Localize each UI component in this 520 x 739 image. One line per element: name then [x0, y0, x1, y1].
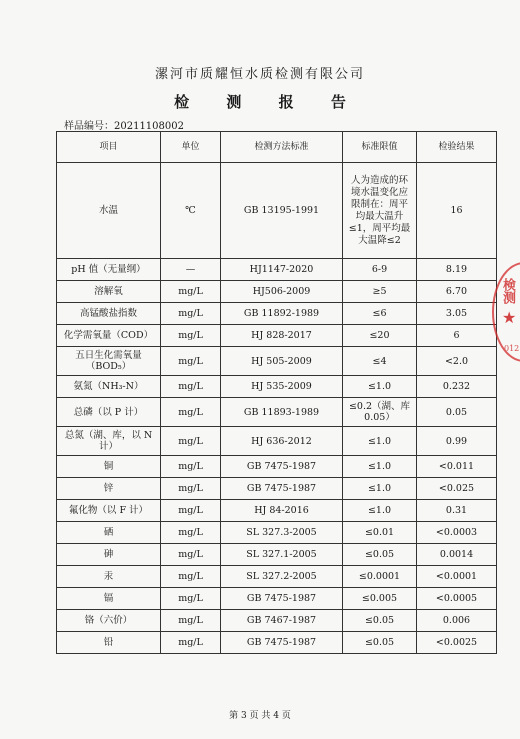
cell-method: SL 327.3-2005	[221, 522, 343, 544]
cell-unit: mg/L	[161, 522, 221, 544]
cell-limit: ≤20	[343, 325, 417, 347]
cell-item: 氟化物（以 F 计）	[57, 500, 161, 522]
table-row	[57, 522, 497, 544]
cell-unit: mg/L	[161, 325, 221, 347]
sample-number	[64, 117, 184, 132]
table-row	[57, 456, 497, 478]
table-header-row	[57, 132, 497, 163]
cell-result: 0.006	[417, 610, 497, 632]
cell-result: 6.70	[417, 281, 497, 303]
cell-limit: ≤0.01	[343, 522, 417, 544]
cell-limit: ≤1.0	[343, 427, 417, 456]
cell-item: 总氮（湖、库，以 N 计）	[57, 427, 161, 456]
cell-item: 铅	[57, 632, 161, 654]
cell-unit: mg/L	[161, 398, 221, 427]
cell-unit: mg/L	[161, 303, 221, 325]
sample-label: 样品编号：	[64, 121, 114, 132]
cell-result: 0.05	[417, 398, 497, 427]
cell-result: <0.025	[417, 478, 497, 500]
cell-item: 水温	[57, 163, 161, 259]
table-row	[57, 588, 497, 610]
cell-unit: mg/L	[161, 427, 221, 456]
cell-result: 0.31	[417, 500, 497, 522]
cell-method: HJ 535-2009	[221, 376, 343, 398]
cell-unit: mg/L	[161, 500, 221, 522]
cell-result: <2.0	[417, 347, 497, 376]
cell-result: 3.05	[417, 303, 497, 325]
cell-limit: ≤0.005	[343, 588, 417, 610]
stamp-text: 検测	[500, 278, 515, 304]
cell-limit: ≤0.2（湖、库0.05）	[343, 398, 417, 427]
cell-item: 砷	[57, 544, 161, 566]
table-row	[57, 398, 497, 427]
report-title: 检 测 报 告	[174, 93, 362, 111]
cell-item: 高锰酸盐指数	[57, 303, 161, 325]
cell-limit: ≥5	[343, 281, 417, 303]
cell-limit: ≤0.05	[343, 632, 417, 654]
cell-item: 总磷（以 P 计）	[57, 398, 161, 427]
cell-method: GB 7475-1987	[221, 632, 343, 654]
cell-limit: ≤1.0	[343, 376, 417, 398]
cell-item: 硒	[57, 522, 161, 544]
cell-item: 铜	[57, 456, 161, 478]
cell-limit: ≤0.0001	[343, 566, 417, 588]
cell-unit: mg/L	[161, 376, 221, 398]
cell-item: 锌	[57, 478, 161, 500]
col-header-item: 项目	[57, 132, 161, 163]
cell-result: 16	[417, 163, 497, 259]
sample-value: 20211108002	[114, 121, 184, 132]
cell-unit: mg/L	[161, 456, 221, 478]
cell-method: GB 7475-1987	[221, 478, 343, 500]
cell-limit: ≤1.0	[343, 456, 417, 478]
star-icon: ★	[502, 308, 517, 327]
cell-result: 0.99	[417, 427, 497, 456]
cell-item: 镉	[57, 588, 161, 610]
cell-item: pH 值（无量纲）	[57, 259, 161, 281]
cell-unit: mg/L	[161, 544, 221, 566]
stamp-number: 012	[504, 344, 520, 353]
cell-limit: 人为造成的环境水温变化应限制在：周平均最大温升≤1，周平均最大温降≤2	[343, 163, 417, 259]
cell-result: <0.0003	[417, 522, 497, 544]
table-row	[57, 544, 497, 566]
table-row	[57, 376, 497, 398]
cell-method: GB 7475-1987	[221, 456, 343, 478]
table-row	[57, 163, 497, 259]
col-header-result: 检验结果	[417, 132, 497, 163]
cell-method: HJ 828-2017	[221, 325, 343, 347]
table-row	[57, 632, 497, 654]
cell-unit: mg/L	[161, 347, 221, 376]
cell-method: HJ 505-2009	[221, 347, 343, 376]
company-name: 漯河市质耀恒水质检测有限公司	[154, 67, 365, 82]
cell-item: 溶解氧	[57, 281, 161, 303]
cell-unit: mg/L	[161, 281, 221, 303]
table-row	[57, 325, 497, 347]
results-table	[56, 131, 497, 654]
table-row	[57, 347, 497, 376]
cell-limit: ≤4	[343, 347, 417, 376]
cell-limit: ≤1.0	[343, 478, 417, 500]
cell-unit: mg/L	[161, 566, 221, 588]
cell-method: GB 11893-1989	[221, 398, 343, 427]
cell-result: <0.011	[417, 456, 497, 478]
col-header-unit: 单位	[161, 132, 221, 163]
cell-item: 氨氮（NH₃-N）	[57, 376, 161, 398]
cell-unit: mg/L	[161, 632, 221, 654]
cell-unit: —	[161, 259, 221, 281]
cell-result: <0.0005	[417, 588, 497, 610]
table-row	[57, 478, 497, 500]
cell-limit: ≤1.0	[343, 500, 417, 522]
cell-item: 汞	[57, 566, 161, 588]
cell-result: 8.19	[417, 259, 497, 281]
cell-method: SL 327.2-2005	[221, 566, 343, 588]
table-row	[57, 566, 497, 588]
cell-method: HJ 84-2016	[221, 500, 343, 522]
cell-method: GB 7467-1987	[221, 610, 343, 632]
cell-unit: mg/L	[161, 478, 221, 500]
table-row	[57, 427, 497, 456]
cell-unit: mg/L	[161, 610, 221, 632]
cell-method: GB 13195-1991	[221, 163, 343, 259]
col-header-limit: 标准限值	[343, 132, 417, 163]
cell-limit: 6-9	[343, 259, 417, 281]
cell-method: GB 7475-1987	[221, 588, 343, 610]
cell-method: SL 327.1-2005	[221, 544, 343, 566]
page-footer: 第 3 页 共 4 页	[229, 711, 291, 721]
table-row	[57, 610, 497, 632]
cell-unit: ℃	[161, 163, 221, 259]
table-row	[57, 500, 497, 522]
cell-method: HJ 636-2012	[221, 427, 343, 456]
cell-item: 铬（六价）	[57, 610, 161, 632]
cell-result: <0.0025	[417, 632, 497, 654]
cell-method: HJ506-2009	[221, 281, 343, 303]
cell-method: GB 11892-1989	[221, 303, 343, 325]
cell-result: 0.0014	[417, 544, 497, 566]
table-row	[57, 303, 497, 325]
cell-result: 0.232	[417, 376, 497, 398]
cell-result: 6	[417, 325, 497, 347]
table-row	[57, 281, 497, 303]
cell-unit: mg/L	[161, 588, 221, 610]
cell-item: 化学需氧量（COD）	[57, 325, 161, 347]
col-header-method: 检测方法标准	[221, 132, 343, 163]
cell-method: HJ1147-2020	[221, 259, 343, 281]
table-row	[57, 259, 497, 281]
cell-limit: ≤6	[343, 303, 417, 325]
cell-item: 五日生化需氧量（BOD₅）	[57, 347, 161, 376]
cell-limit: ≤0.05	[343, 610, 417, 632]
cell-result: <0.0001	[417, 566, 497, 588]
cell-limit: ≤0.05	[343, 544, 417, 566]
